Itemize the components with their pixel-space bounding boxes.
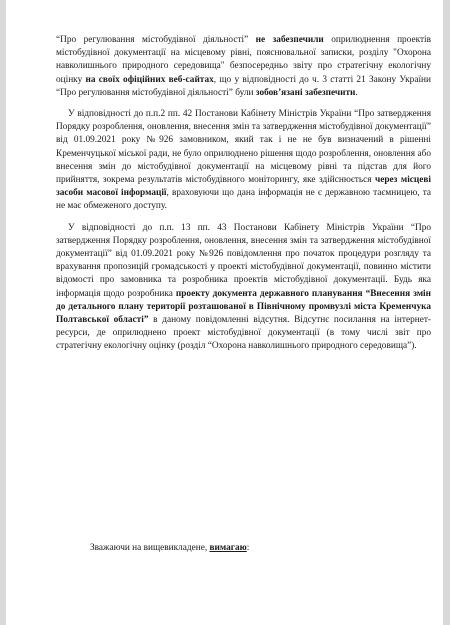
document-body bbox=[56, 34, 431, 362]
text-run: , що у відповідності до ч. 3 статті 21 Закону України “Про регулювання містобудівної діяльності” були bbox=[56, 74, 431, 98]
text-run: оприлюднення проектів містобудівної документації на місцевому рівні, пояснювальної записки, розділу "Охорона навколишнього природного середовища" безпосередньо звіту про стратегічну екологічну оцінку bbox=[56, 35, 432, 85]
bold-run: не забезпечили bbox=[255, 35, 324, 45]
paragraph-2 bbox=[56, 108, 431, 214]
text-run: . bbox=[355, 87, 358, 98]
bold-run: через місцеві засоби масової інформації bbox=[56, 175, 432, 199]
text-run: в даному повідомленні відсутня. Відсутнє посилання на інтернет-ресурси, де оприлюднено проект містобудівної документації (в тому числі звіт про стратегічну екологічну оцінку (розділ “Охорона навколишнього природного середовища”). bbox=[56, 315, 431, 352]
text-run: У відповідності до п.п.2 пп. 42 Постанови Кабінету Міністрів України “Про затвердження Порядку розроблення, оновлення, внесення змін та затвердження містобудівної документації” від 01.09.2021 року №926 замовником, який так і не не був визначений в рішенні Кременчуцької міської ради, не було оприлюднено рішення щодо розроблення, оновлення або внесення змін до містобудівної документації на місцевому рівні та підстав для його прийняття, зокрема результатів містобудівного моніторингу, яке здійснюється bbox=[56, 109, 431, 186]
bold-run: зобов’язані забезпечити bbox=[255, 87, 356, 98]
closing-prefix: Зважаючи на вищевикладене, bbox=[90, 543, 210, 553]
document-page bbox=[6, 0, 443, 625]
closing-suffix: : bbox=[246, 543, 250, 553]
text-run: У відповідності до п.п. 13 пп. 43 Постанови Кабінету Міністрів України “Про затвердження Порядку розроблення, оновлення, внесення змін та затвердження містобудівної документації” від 01.09.2021 року №926 повідомлення про початок процедури розгляду та врахування пропозицій громадськості у проекті містобудівної документації, повинно містити відомості про замовника та розробника проектів містобудівної документації. Будь яка інформація щодо розробника bbox=[56, 222, 431, 299]
paragraph-3 bbox=[56, 222, 431, 354]
bold-run: на своїх офіційних веб-сайтах bbox=[85, 74, 214, 85]
text-run: , враховуючи що дана інформація не є державною таємницею, та не має обмеженого доступу. bbox=[56, 188, 431, 212]
bold-run: проекту документа державного планування “Внесення змін до детального плану території розташованої в Північному промвузлі міста Кременчука Полтавської області” bbox=[56, 288, 432, 326]
paragraph-1 bbox=[56, 34, 431, 100]
closing-emphasis: вимагаю bbox=[209, 543, 247, 553]
text-run: “Про регулювання містобудівної діяльності” bbox=[56, 35, 256, 45]
closing-line bbox=[90, 543, 249, 553]
